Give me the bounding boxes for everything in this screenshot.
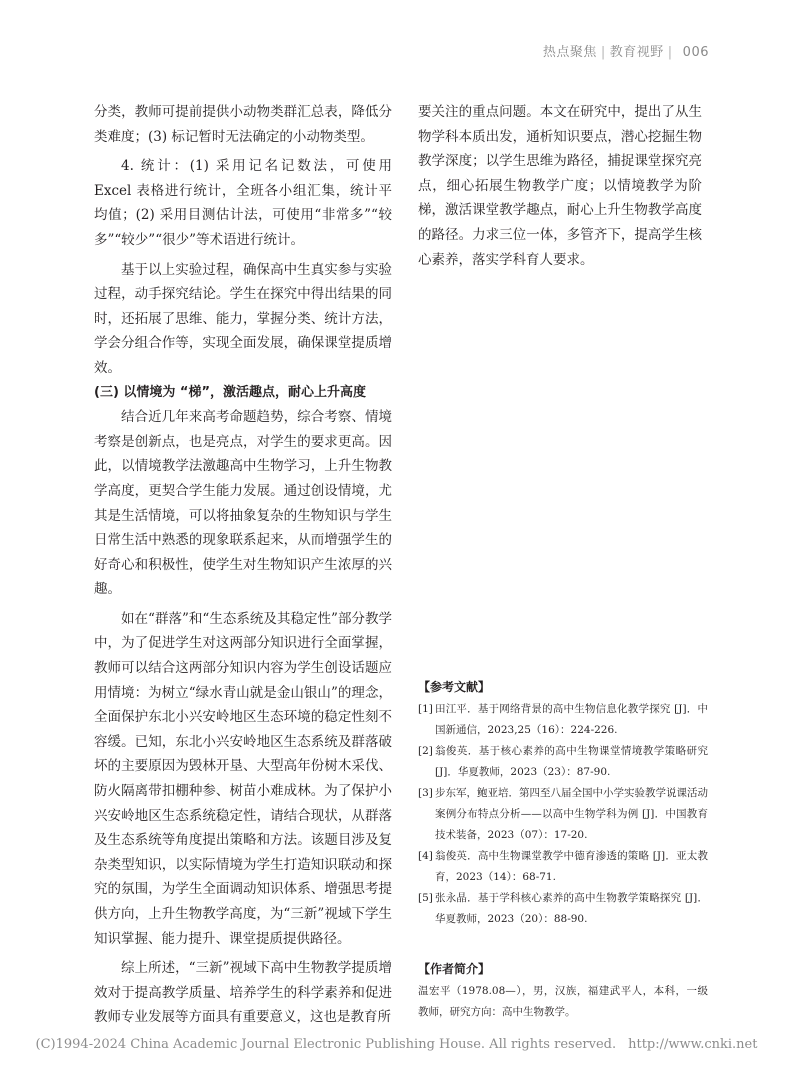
reference-item xyxy=(418,783,708,846)
page-number: 006 xyxy=(682,45,709,60)
reference-text: 步东军，鲍亚培．第四至八届全国中小学实验教学说课活动案例分布特点分析——以高中生物学科为例 [J]．中国教育技术装备，2023（07）：17-20. xyxy=(435,787,708,841)
reference-number: [5] xyxy=(418,892,433,904)
references-title: 【参考文献】 xyxy=(418,680,491,694)
paragraph: 分类，教师可提前提供小动物类群汇总表，降低分类难度；(3) 标记暂时无法确定的小动物类型。 xyxy=(94,104,392,145)
reference-item xyxy=(418,846,708,888)
paragraph: 结合近几年来高考命题趋势，综合考察、情境考察是创新点，也是亮点，对学生的要求更高。因此，以情境教学法激趣高中生物学习，上升生物教学高度，更契合学生能力发展。通过创设情境，尤其是生活情境，可以将抽象复杂的生物知识与学生日常生活中熟悉的现象联系起来，从而增强学生的好奇心和积极性，使学生对生物知识产生浓厚的兴趣。 xyxy=(94,409,392,598)
header-column: 教育视野 xyxy=(609,45,664,60)
reference-text: 田江平．基于网络背景的高中生物信息化教学探究 [J]．中国新通信，2023,25（16）：224-226. xyxy=(435,703,708,736)
author-bio-text: 温宏平（1978.08—），男，汉族，福建武平人，本科，一级教师，研究方向：高中生物教学。 xyxy=(418,985,708,1018)
running-header xyxy=(543,41,709,60)
reference-text: 翁俊英．基于核心素养的高中生物课堂情境教学策略研究 [J]．华夏教师，2023（23）：87-90. xyxy=(435,745,708,778)
reference-number: [1] xyxy=(418,703,433,715)
copyright-footer xyxy=(0,1037,793,1052)
reference-item xyxy=(418,741,708,783)
reference-number: [3] xyxy=(418,787,433,799)
paragraph: 4. 统计：(1) 采用记名记数法，可使用 Excel 表格进行统计，全班各小组汇集，统计平均值；(2) 采用目测估计法，可使用“非常多”“较多”“较少”“很少”等术语进行统计。 xyxy=(94,158,392,248)
section-heading: (三) 以情境为 “梯”，激活趣点，耐心上升高度 xyxy=(94,384,367,400)
header-divider: | xyxy=(667,45,673,60)
author-bio-title: 【作者简介】 xyxy=(418,962,491,976)
reference-item xyxy=(418,699,708,741)
references-section xyxy=(418,678,708,930)
paragraph: 综上所述，“三新”视域下高中生物教学提质增效对于提高教学质量、培养学生的科学素养和促进教师专业发展等方面具有重要意义，这也是教育所 xyxy=(94,960,392,1026)
paragraph: 如在“群落”和“生态系统及其稳定性”部分教学中，为了促进学生对这两部分知识进行全面掌握，教师可以结合这两部分知识内容为学生创设话题应用情境：为树立“绿水青山就是金山银山”的理念，全面保护东北小兴安岭地区生态环境的稳定性刻不容缓。已知，东北小兴安岭地区生态系统及群落破坏的主要原因为毁林开垦、大型高年份树木采伐、防火隔离带扣棚种参、树苗小难成林。为了保护小兴安岭地区生态系统稳定性，请结合现状，从群落及生态系统等角度提出策略和方法。该题目涉及复杂类型知识，以实际情境为学生打造知识联动和探究的氛围，为学生全面调动知识体系、增强思考提供方向，上升生物教学高度，为“三新”视域下学生知识掌握、能力提升、课堂提质提供路径。 xyxy=(94,610,392,947)
reference-number: [2] xyxy=(418,745,433,757)
reference-item xyxy=(418,888,708,930)
header-divider: | xyxy=(600,45,606,60)
paragraph: 基于以上实验过程，确保高中生真实参与实验过程，动手探究结论。学生在探究中得出结果的同时，还拓展了思维、能力，掌握分类、统计方法，学会分组合作等，实现全面发展，确保课堂提质增效。 xyxy=(94,261,392,376)
author-bio-section xyxy=(418,960,708,1023)
reference-number: [4] xyxy=(418,850,433,862)
reference-text: 张永晶．基于学科核心素养的高中生物教学策略探究 [J]．华夏教师，2023（20）：88-90. xyxy=(435,892,708,925)
paragraph: 要关注的重点问题。本文在研究中，提出了从生物学科本质出发，通析知识要点，潜心挖掘生物教学深度；以学生思维为路径，捕捉课堂探究亮点，细心拓展生物教学广度；以情境教学为阶梯，激活课堂教学趣点，耐心上升生物教学高度的路径。力求三位一体，多管齐下，提高学生核心素养，落实学科育人要求。 xyxy=(418,104,702,268)
right-column xyxy=(418,100,702,272)
copyright-text: (C)1994-2024 China Academic Journal Electronic Publishing House. All rights reserved. xyxy=(35,1037,617,1052)
reference-text: 翁俊英．高中生物课堂教学中德育渗透的策略 [J]．亚太教育，2023（14）：68-71. xyxy=(435,850,708,883)
header-section: 热点聚焦 xyxy=(542,45,597,60)
cnki-link[interactable]: http://www.cnki.net xyxy=(628,1037,758,1052)
left-column xyxy=(94,100,392,1030)
